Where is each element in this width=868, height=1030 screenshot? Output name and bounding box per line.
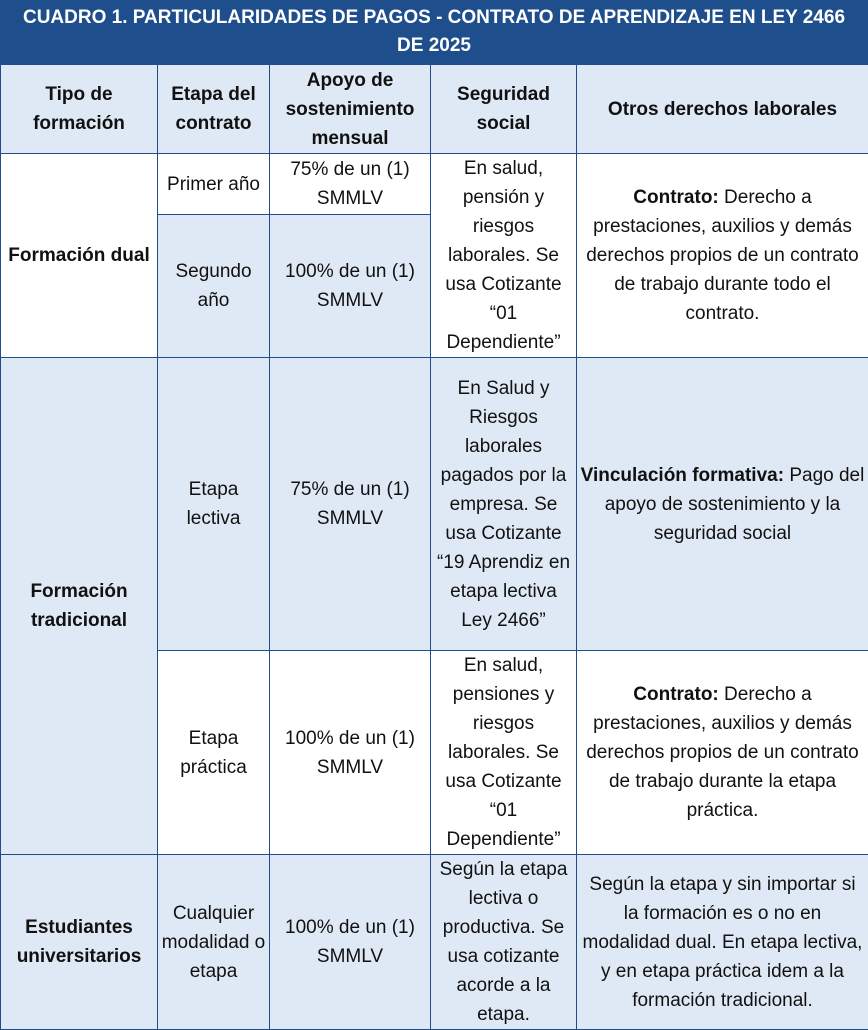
- dual-tipo: Formación dual: [1, 154, 158, 358]
- table-title: [0, 0, 868, 64]
- tradicional-otros1-label: Vinculación formativa:: [581, 465, 784, 486]
- table-row: [1, 358, 868, 651]
- tradicional-otros1-text: Pago del apoyo de sostenimiento y la seguridad social: [605, 465, 865, 544]
- tradicional-apoyo1: 75% de un (1) SMMLV: [270, 358, 431, 651]
- dual-otros: [577, 154, 868, 358]
- universitarios-otros: Según la etapa y sin importar si la formación es o no en modalidad dual. En etapa lectiva, y en etapa práctica idem a la formación tradicional.: [577, 855, 868, 1030]
- dual-etapa2: Segundo año: [158, 215, 270, 358]
- tradicional-seguridad2: En salud, pensiones y riesgos laborales. Se usa Cotizante “01 Dependiente”: [431, 651, 577, 855]
- header-tipo: Tipo de formación: [1, 65, 158, 154]
- dual-otros-text: Derecho a prestaciones, auxilios y demás derechos propios de un contrato de trabajo durante todo el contrato.: [586, 187, 859, 324]
- table-title-line2: DE 2025: [0, 32, 868, 60]
- table-row: [1, 154, 868, 215]
- universitarios-tipo: Estudiantes universitarios: [1, 855, 158, 1030]
- tradicional-apoyo2: 100% de un (1) SMMLV: [270, 651, 431, 855]
- header-row: [1, 65, 868, 154]
- dual-apoyo1: 75% de un (1) SMMLV: [270, 154, 431, 215]
- table-title-line1: CUADRO 1. PARTICULARIDADES DE PAGOS - CONTRATO DE APRENDIZAJE EN LEY 2466: [0, 4, 868, 32]
- tradicional-otros2: [577, 651, 868, 855]
- tradicional-etapa2: Etapa práctica: [158, 651, 270, 855]
- dual-otros-label: Contrato:: [633, 187, 718, 208]
- tradicional-seguridad1: En Salud y Riesgos laborales pagados por la empresa. Se usa Cotizante “19 Aprendiz en etapa lectiva Ley 2466”: [431, 358, 577, 651]
- universitarios-apoyo: 100% de un (1) SMMLV: [270, 855, 431, 1030]
- tradicional-otros1: [577, 358, 868, 651]
- table-row: [1, 855, 868, 1030]
- payments-table: [0, 64, 868, 1030]
- tradicional-otros2-label: Contrato:: [633, 684, 718, 705]
- dual-etapa1: Primer año: [158, 154, 270, 215]
- tradicional-tipo: Formación tradicional: [1, 358, 158, 855]
- universitarios-etapa: Cualquier modalidad o etapa: [158, 855, 270, 1030]
- universitarios-seguridad: Según la etapa lectiva o productiva. Se usa cotizante acorde a la etapa.: [431, 855, 577, 1030]
- tradicional-otros2-text: Derecho a prestaciones, auxilios y demás derechos propios de un contrato de trabajo durante la etapa práctica.: [586, 684, 859, 821]
- header-apoyo: Apoyo de sostenimiento mensual: [270, 65, 431, 154]
- header-otros: Otros derechos laborales: [577, 65, 868, 154]
- header-etapa: Etapa del contrato: [158, 65, 270, 154]
- header-seguridad: Seguridad social: [431, 65, 577, 154]
- dual-seguridad: En salud, pensión y riesgos laborales. Se usa Cotizante “01 Dependiente”: [431, 154, 577, 358]
- dual-apoyo2: 100% de un (1) SMMLV: [270, 215, 431, 358]
- tradicional-etapa1: Etapa lectiva: [158, 358, 270, 651]
